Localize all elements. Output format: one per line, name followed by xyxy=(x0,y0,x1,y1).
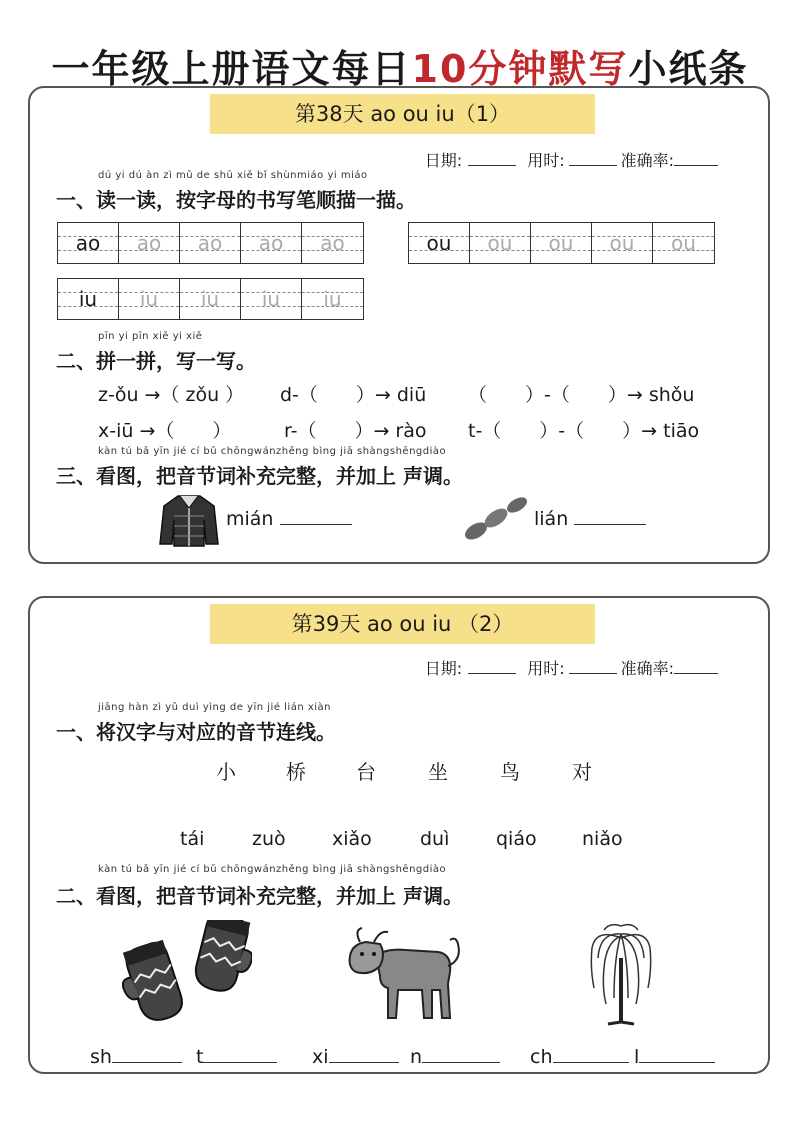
grid-cell[interactable]: iu xyxy=(119,279,180,319)
hanzi-char[interactable]: 桥 xyxy=(286,760,306,784)
answer-blank[interactable]: l xyxy=(634,1046,715,1068)
day38-card xyxy=(28,86,770,564)
q1-pinyin: dú yi dú àn zì mǔ de shū xiě bǐ shùnmiáo yi miáo xyxy=(98,170,368,181)
grid-cell[interactable]: iu xyxy=(302,279,363,319)
time-blank[interactable] xyxy=(569,165,617,166)
grid-cell[interactable]: iu xyxy=(180,279,241,319)
day38-meta: 日期: 用时: 准确率: xyxy=(425,148,718,171)
exercise[interactable]: d-（ ）→ diū xyxy=(280,384,427,406)
day39-banner: 第39天 ao ou iu （2） xyxy=(210,604,595,644)
pinyin-syllable[interactable]: xiǎo xyxy=(332,828,372,850)
pinyin-syllable[interactable]: niǎo xyxy=(582,828,623,850)
hanzi-char[interactable]: 台 xyxy=(356,760,376,784)
grid-cell[interactable]: ou xyxy=(653,223,714,263)
day38-q1-heading: 一、读一读，按字母的书写笔顺描一描。 xyxy=(56,188,416,212)
answer-blank[interactable]: sh xyxy=(90,1046,182,1068)
day39-meta: 日期: 用时: 准确率: xyxy=(425,656,718,679)
mittens-icon xyxy=(122,920,252,1032)
lotus-root-icon xyxy=(462,493,532,543)
answer-blank[interactable]: ch xyxy=(530,1046,629,1068)
exercise[interactable]: t-（ ）-（ ）→ tiāo xyxy=(468,420,700,442)
time-blank[interactable] xyxy=(569,673,617,674)
day39-card xyxy=(28,596,770,1074)
q1-pinyin: jiāng hàn zì yǔ duì yìng de yīn jié lián xiàn xyxy=(98,702,332,713)
grid-cell: iu xyxy=(58,279,119,319)
date-blank[interactable] xyxy=(468,673,516,674)
pinyin-syllable[interactable]: duì xyxy=(420,828,450,850)
q3-pinyin: kàn tú bǎ yīn jié cí bǔ chōngwánzhěng bìng jiā shàngshēngdiào xyxy=(98,446,447,457)
day38-banner: 第38天 ao ou iu（1） xyxy=(210,94,595,134)
grid-cell[interactable]: ao xyxy=(180,223,241,263)
page-title: 一年级上册语文每日10分钟默写小纸条 xyxy=(51,47,749,91)
answer-blank[interactable]: n xyxy=(410,1046,500,1068)
grid-ao xyxy=(57,222,364,264)
hanzi-char[interactable]: 小 xyxy=(216,760,236,784)
pinyin-syllable[interactable]: zuò xyxy=(252,828,286,850)
grid-cell[interactable]: ao xyxy=(302,223,363,263)
willow-tree-icon xyxy=(586,918,656,1028)
answer-blank[interactable]: xi xyxy=(312,1046,399,1068)
hanzi-char[interactable]: 鸟 xyxy=(500,760,520,784)
grid-cell[interactable]: ou xyxy=(592,223,653,263)
answer-word[interactable]: lián xyxy=(534,508,646,530)
day38-q2-heading: 二、拼一拼，写一写。 xyxy=(56,349,256,373)
accuracy-blank[interactable] xyxy=(674,673,718,674)
exercise[interactable]: x-iū →（ ） xyxy=(98,420,232,442)
grid-cell[interactable]: ou xyxy=(470,223,531,263)
exercise: z-ǒu →（ zǒu ） xyxy=(98,384,245,406)
grid-cell[interactable]: ao xyxy=(241,223,302,263)
cow-icon xyxy=(346,926,466,1026)
grid-ou xyxy=(408,222,715,264)
grid-cell[interactable]: ao xyxy=(119,223,180,263)
date-blank[interactable] xyxy=(468,165,516,166)
day38-q3-heading: 三、看图，把音节词补充完整，并加上 声调。 xyxy=(56,464,463,488)
accuracy-blank[interactable] xyxy=(674,165,718,166)
cotton-jacket-icon xyxy=(158,490,220,548)
grid-iu xyxy=(57,278,364,320)
answer-blank[interactable]: t xyxy=(196,1046,277,1068)
q2-pinyin: pīn yi pīn xiě yi xiě xyxy=(98,331,203,342)
hanzi-char[interactable]: 坐 xyxy=(428,760,448,784)
grid-cell: ou xyxy=(409,223,470,263)
answer-word[interactable]: mián xyxy=(226,508,352,530)
q2-pinyin: kàn tú bǎ yīn jié cí bǔ chōngwánzhěng bìng jiā shàngshēngdiào xyxy=(98,864,447,875)
pinyin-syllable[interactable]: qiáo xyxy=(496,828,537,850)
exercise[interactable]: （ ）-（ ）→ shǒu xyxy=(468,384,695,406)
hanzi-char[interactable]: 对 xyxy=(572,760,592,784)
pinyin-syllable[interactable]: tái xyxy=(180,828,205,850)
grid-cell[interactable]: ou xyxy=(531,223,592,263)
grid-cell: ao xyxy=(58,223,119,263)
day39-q2-heading: 二、看图，把音节词补充完整，并加上 声调。 xyxy=(56,884,463,908)
day39-q1-heading: 一、将汉字与对应的音节连线。 xyxy=(56,720,336,744)
exercise[interactable]: r-（ ）→ rào xyxy=(284,420,427,442)
grid-cell[interactable]: iu xyxy=(241,279,302,319)
